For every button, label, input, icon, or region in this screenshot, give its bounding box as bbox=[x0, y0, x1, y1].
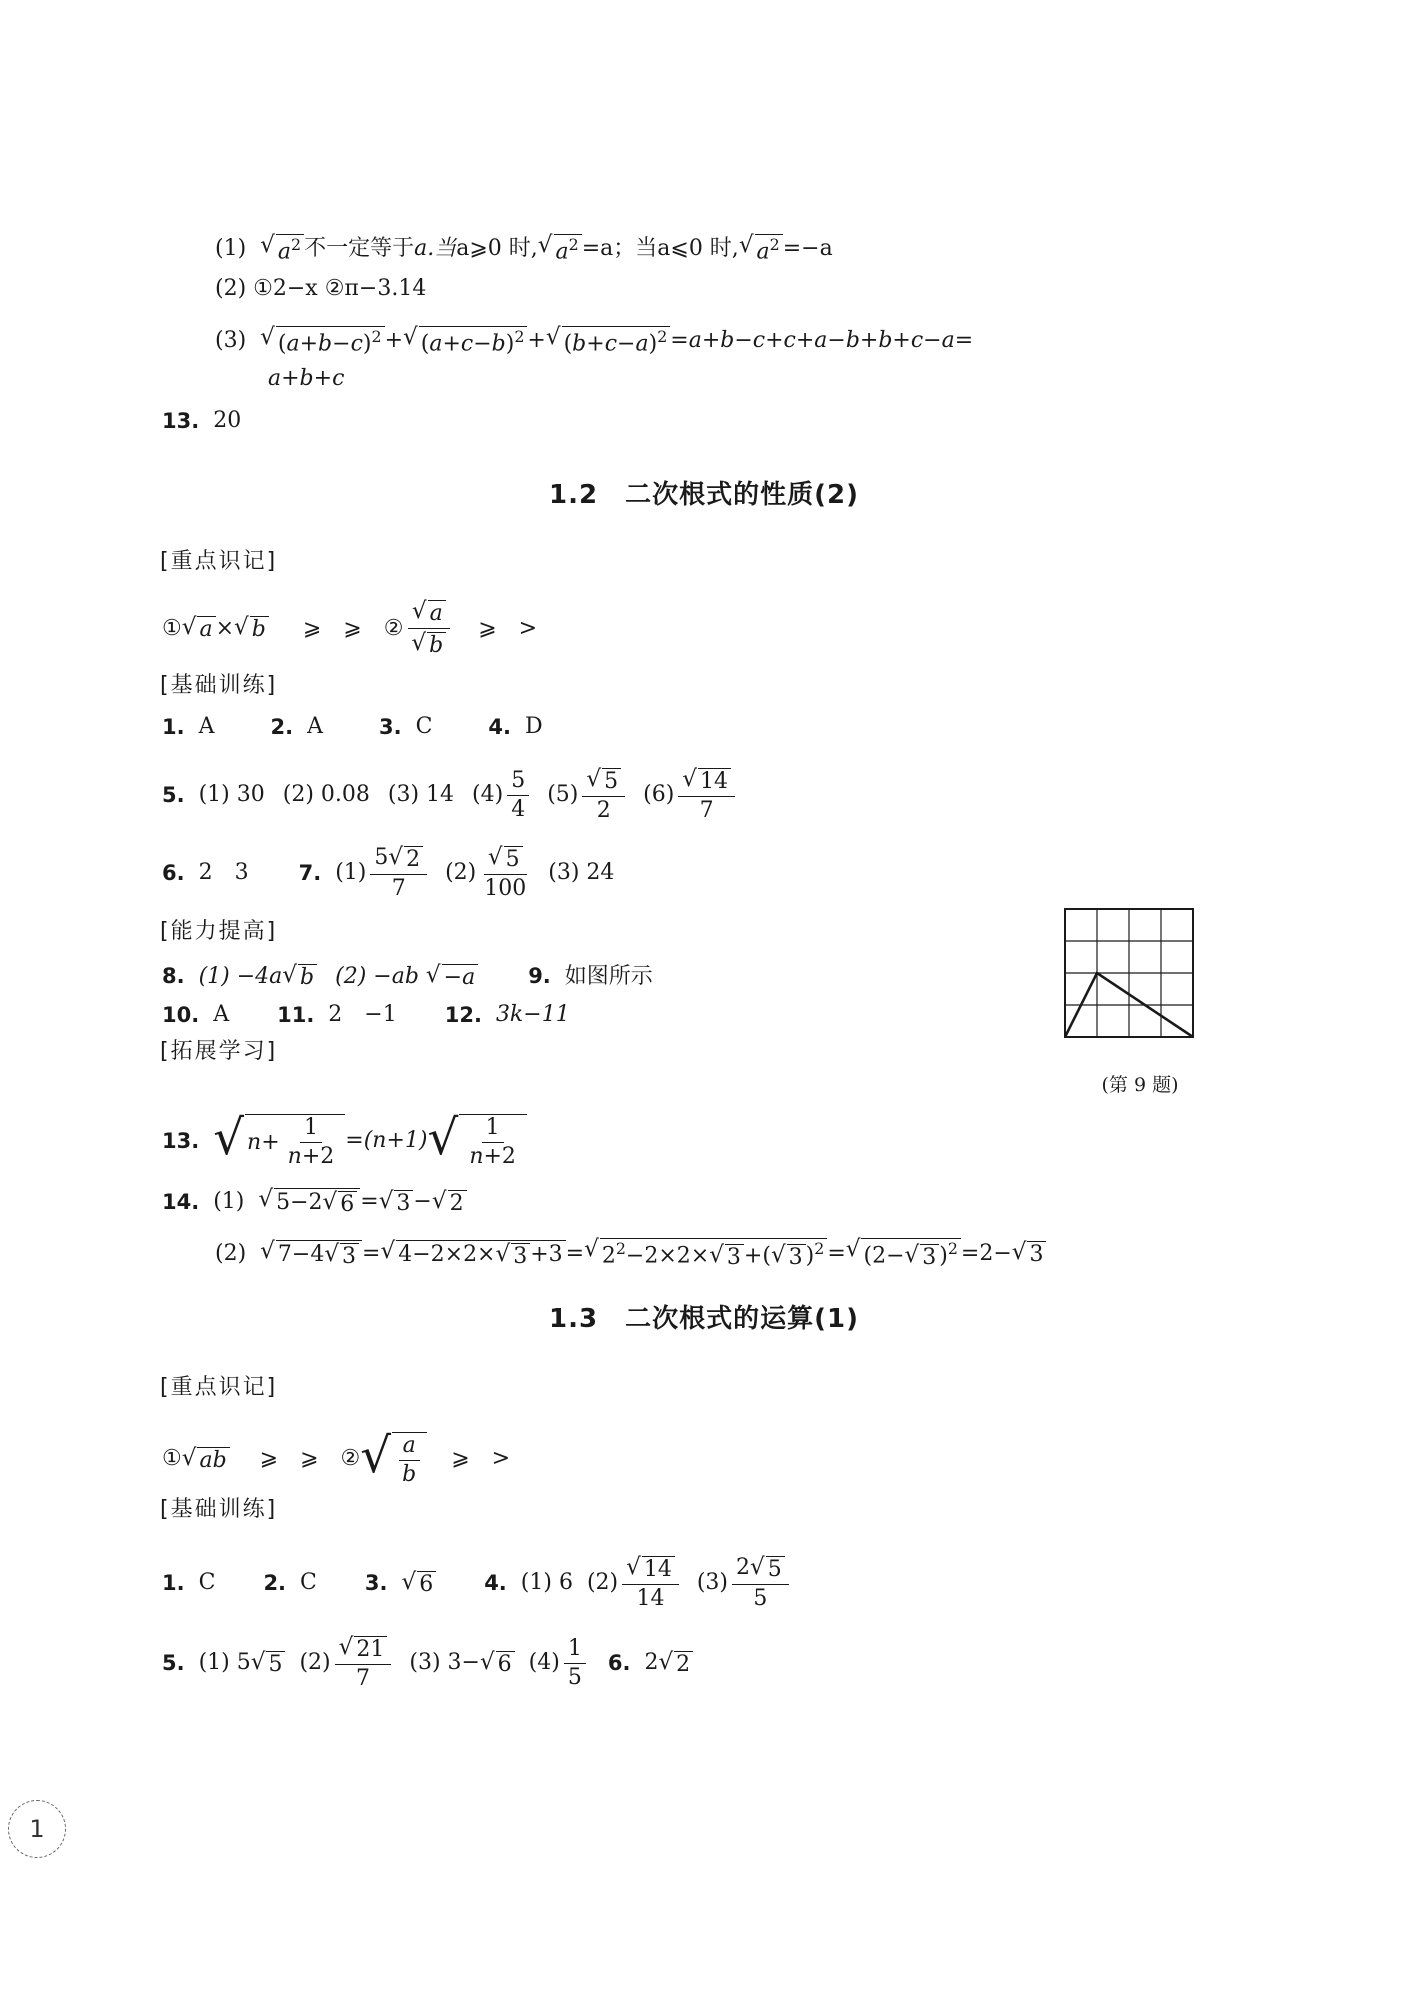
answer-13-expand: 13. √ n + $\frac{1}{n+2}$ =(n+1) √ $\frac{1}{n+2}$ bbox=[162, 1114, 527, 1168]
figure-caption: (第 9 题) bbox=[1101, 1074, 1179, 1096]
expand-heading: [拓展学习] bbox=[160, 1039, 278, 1064]
answer-12-3-cont: a+b+c bbox=[268, 366, 345, 391]
answer-14-1: 14. (1) √ 5−2 √ 6 = √ 3 − √ 2 bbox=[162, 1188, 467, 1216]
section-title-1-3: 1.3 二次根式的运算(1) bbox=[549, 1304, 859, 1334]
basic-answers-1-4: 1. A 2. A 3. C 4. D bbox=[162, 714, 543, 739]
section-13-answers-1-4: 1. C 2. C 3. √ 6 4. (1) 6 (2) √ 14 14 (3) 2 √ 5 5 bbox=[162, 1556, 793, 1610]
key-points-heading-2: [重点识记] bbox=[160, 1375, 278, 1400]
key-points-answer-2: ① √ ab ⩾ ⩾ ② √ $\frac{a}{b}$ ⩾ > bbox=[162, 1428, 511, 1487]
answer-13: 13. 20 bbox=[162, 408, 242, 433]
answer-12-2: (2) ①2−x ②π−3.14 bbox=[215, 276, 427, 301]
basic-training-heading-2: [基础训练] bbox=[160, 1497, 278, 1522]
answer-6-7: 6. 2 3 7. (1) 5 √ 2 7 (2) √ 5 100 (3) 24 bbox=[162, 844, 615, 901]
key-points-answer: ① √ a × √ b ⩾ ⩾ ② √ a √ b ⩾ > bbox=[162, 598, 538, 658]
ability-heading: [能力提高] bbox=[160, 919, 278, 944]
answer-12-3: (3) √ $(a+b-c)^2$ + √ $(a+c-b)^2$ + √ $(b+c-a)^2$ =a+b−c+c+a−b+b+c−a= bbox=[215, 324, 974, 357]
basic-training-heading: [基础训练] bbox=[160, 673, 278, 698]
section-title-1-2: 1.2 二次根式的性质(2) bbox=[549, 480, 859, 510]
grid-figure-q9 bbox=[1064, 908, 1194, 1038]
section-13-answers-5-6: 5. (1) 5 √ 5 (2) √ 21 7 (3) 3− √ 6 (4) $\frac{1}{5}$ 6. 2 √ 2 bbox=[162, 1636, 693, 1690]
answer-10-12: 10. A 11. 2 −1 12. 3k−11 bbox=[162, 1002, 570, 1027]
answer-5: 5. (1) 30 (2) 0.08 (3) 14 (4) $\frac{5}{4}$ (5) √ 5 2 (6) √ 14 7 bbox=[162, 768, 739, 822]
answer-8-9: 8. (1) −4a √ b (2) −ab √ −a 9. 如图所示 bbox=[162, 962, 653, 990]
page-number: 1 bbox=[8, 1800, 66, 1858]
key-points-heading: [重点识记] bbox=[160, 549, 278, 574]
answer-12-1: (1) √ $a^2$ 不一定等于 a.当 a⩾0 时, √ $a^2$ =a；当 a⩽0 时, √ $a^2$ =−a bbox=[215, 232, 833, 265]
answer-14-2: (2) √ 7−4 √ 3 = √ 4−2×2× √ 3 +3 = √ $2^2-2\times 2\times$ √ 3 +( √ 3 )$^2$ = √ (2− √ 3 )$^2$ =2− √ 3 bbox=[215, 1238, 1046, 1269]
